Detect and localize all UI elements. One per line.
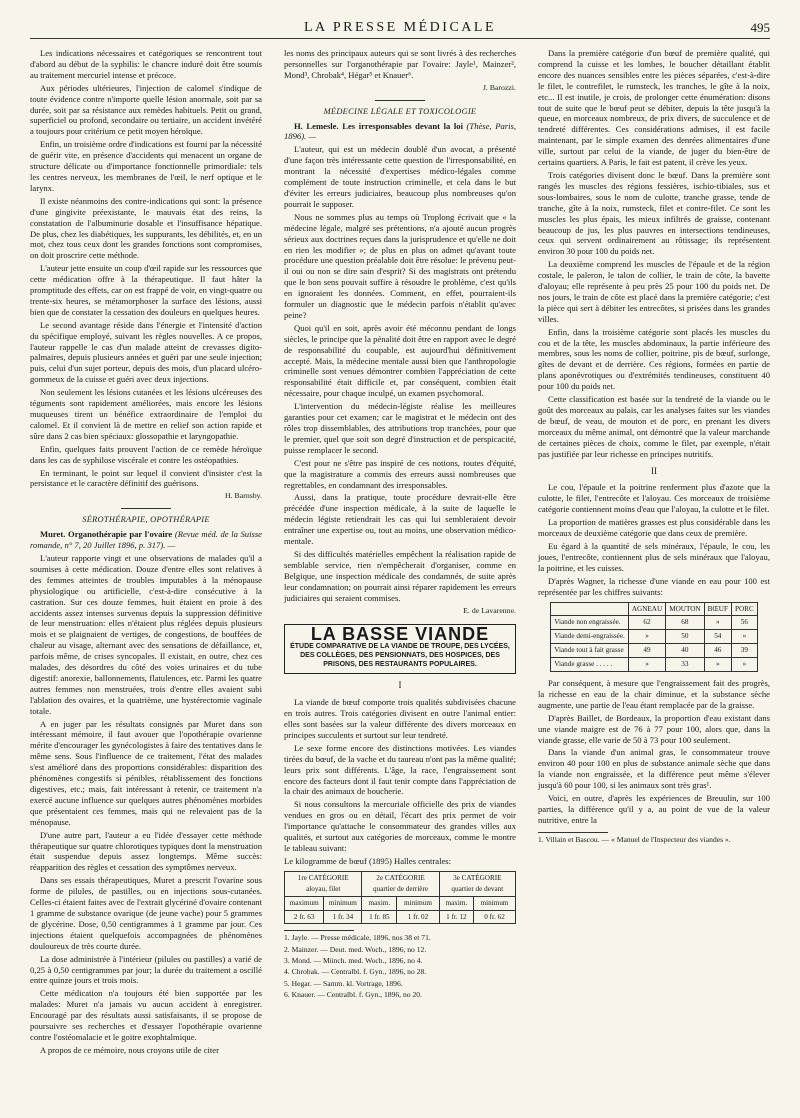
table-cell: 40 [666, 644, 704, 658]
table-cell: » [628, 630, 665, 644]
paragraph: Enfin, un troisième ordre d'indications est fourni par la nécessité de guérir vite, en présence d'accidents qui menacent un organe de structure délicate ou d'importance fonctionnelle primordiale: tels les centres nerveux, les membranes de l'œil, le nerf optique et le larynx. [30, 139, 262, 193]
table-cell: 1 fr. 02 [397, 910, 439, 924]
article-reference: (Revue méd. de la Suisse romande, n° 7, 20 Juillet 1896, p. 317). — [30, 529, 262, 551]
table-subheader: minimum [397, 896, 439, 910]
paragraph: Quoi qu'il en soit, après avoir été méconnu pendant de longs siècles, le principe que la pénalité doit être en rapport avec le degré de responsabilité du coupable, est aujourd'hui définitivement accepté. Mais, la médecine mentale aussi bien que l'anthropologie criminelle sont venues démontrer combien l'appréciation de cette responsabilité était difficile et, par conséquent, combien était nécessaire, pour chaque inculpé, un examen psychomoral. [284, 322, 516, 399]
article-intro [284, 121, 516, 143]
footnote: 1. Jayle. — Presse médicale, 1896, nos 38 et 71. [284, 933, 431, 943]
table-cell: 33 [666, 658, 704, 672]
row-label: Viande tout à fait grasse [551, 644, 629, 658]
table-cell: » [731, 658, 757, 672]
paragraph: Aussi, dans la pratique, toute procédure devrait-elle être précédée d'une inspection médicale, à la suite de laquelle le médecin légiste retiendrait les cas qui lui sembleraient devoir entraîner une expertise ou, tout au moins, une observation médico-mentale. [284, 492, 516, 547]
table-subheader: maximum [285, 896, 324, 910]
footnote: 2. Mainzer. — Deut. med. Woch., 1896, no 12. [284, 944, 427, 954]
table-cell: 1 fr. 12 [439, 910, 473, 924]
paragraph: Cette classification est basée sur la tendreté de la viande ou le goût des morceaux au palais, car les analyses faites sur les viandes de bœuf, de veau, de mouton et de porc, en prenant les divers morceaux du même animal, ont démontré que la valeur marchande de certaines pièces de choix, comme le filet, par exemple, n'était pas justifiée par leur richesse en principes nutritifs. [538, 394, 770, 459]
paragraph: L'auteur, qui est un médecin doublé d'un avocat, a présenté d'une façon très intéressante cette question de l'irresponsabilité, en montrant la nécessité d'expertises médico-légales comme complément de toute instruction criminelle, et cela dans le but d'éviter les erreurs judiciaires, beaucoup plus nombreuses qu'on pourrait le supposer. [284, 144, 516, 209]
paragraph: D'après Baillet, de Bordeaux, la proportion d'eau existant dans une viande maigre est de 76 à 77 pour 100, alors que, dans la viande grasse, elle varie de 50 à 73 pour 100 seulement. [538, 712, 770, 745]
table-cell: 50 [666, 630, 704, 644]
paragraph: D'une autre part, l'auteur a eu l'idée d'essayer cette méthode thérapeutique sur quatre chlorotiques typiques dont la menstruation était suspendue depuis assez longtemps. Même succès: réapparition des règles et cessation des symptômes nerveux. [30, 829, 262, 873]
paragraph: Voici, en outre, d'après les expériences de Breuulin, sur 100 parties, la différence qu'il y a, au point de vue de la valeur nutritive, entre la [538, 793, 770, 825]
column-left [30, 48, 262, 1058]
table-subheader: maxim. [362, 896, 397, 910]
table-cell: 46 [704, 644, 731, 658]
paragraph: Eu égard à la quantité de sels minéraux, l'épaule, le cou, les joues, l'entrecôte, contiennent plus de sels minéraux que l'aloyau, la poitrine, et les cuisses. [538, 540, 770, 573]
paragraph: Si nous consultons la mercuriale officielle des prix de viandes vendues en gros ou en détail, l'écart des prix permet de voir l'importance qu'attache le consommateur des grandes villes aux qualités, et surtout aux catégories de morceaux, comme le montre le tableau suivant: [284, 799, 516, 853]
table-row [551, 630, 758, 644]
table-cell: 1 fr. 34 [324, 910, 362, 924]
journal-title: LA PRESSE MÉDICALE [303, 20, 496, 35]
article-title-box [284, 624, 516, 674]
article-title: LA BASSE VIANDE [310, 624, 490, 645]
row-label: Viande non engraissée. [551, 616, 629, 630]
footnote: 5. Hegar. — Samm. kl. Vortrage, 1896. [284, 978, 403, 988]
paragraph: C'est pour ne s'être pas inspiré de ces notions, toutes d'équité, que la magistrature a commis des erreurs aussi nombreuses que regrettables, en condamnant des irresponsables. [284, 457, 516, 490]
section-number: I [398, 680, 402, 691]
table-subheader: maxim. [439, 896, 473, 910]
table-cell: 49 [628, 644, 665, 658]
table-header: BŒUF [704, 602, 731, 616]
table-cell: 2 fr. 63 [285, 910, 324, 924]
table-cell: 68 [666, 616, 704, 630]
paragraph: D'après Wagner, la richesse d'une viande en eau pour 100 est représentée par les chiffres suivants: [538, 575, 770, 597]
footnote: 1. Villain et Bascou. — « Manuel de l'Inspecteur des viandes ». [538, 834, 731, 844]
table-cell: 54 [704, 630, 731, 644]
table-cell: » [704, 616, 731, 630]
paragraph: Par conséquent, à mesure que l'engraissement fait des progrès, la richesse en eau de la chair diminue, et la substance sèche augmente, une partie de l'eau étant remplacée par de la graisse. [538, 678, 770, 710]
paragraph: Dans ses essais thérapeutiques, Muret a prescrit l'ovarine sous forme de pilules, de pastilles, ou en injections sous-cutanées. Celles-ci étaient faites avec de l'extrait glycériné d'ovaire contenant 1 gramme de substance ovarique (de jeune vache) pour 5 grammes de glycérine. Dose, 0,50 centigrammes à 1 gramme par jour. Ces injections étaient quelquefois accompagnées de phénomènes douloureux de très courte durée. [30, 875, 262, 951]
table-row [551, 658, 758, 672]
paragraph: Nous ne sommes plus au temps où Troplong écrivait que « la médecine légale, malgré ses prétentions, n'a ajouté aucun progrès sérieux aux doctrines reçues dans la jurisprudence et qu'elle ne doit en rien les modifier »; de plus en plus on admet qu'avant toute procédure une question préalable doit être résolue: le prévenu peut-il oui ou non se dire sain d'esprit? Si des magistrats ont prétendu que le bon sens pouvait suffire à résoudre le problème, c'est qu'ils en ignoraient les données. Comment, en effet, pourraient-ils formuler un diagnostic que le médecin parfois n'établit qu'avec peine? [284, 211, 516, 320]
water-content-table [550, 602, 758, 673]
table-cell: » [731, 630, 757, 644]
row-label: Viande demi-engraissée. [551, 630, 629, 644]
paragraph: En terminant, le point sur lequel il convient d'insister c'est la persistance et le caractère définitif des guérisons. [30, 467, 262, 489]
column-middle [284, 48, 516, 1001]
column-right [538, 48, 770, 846]
row-label: Viande grasse . . . . . [551, 658, 629, 672]
price-table [284, 871, 516, 925]
paragraph: Trois catégories divisent donc le bœuf. Dans la première sont rangés les muscles des régions fessières, ischio-tibiales, sus et sous-lombaires, sous le nom de culotte, tranche grasse, tende de tranche, gîte à la noix, rumsteck, filet et contre-filet. Ce sont les muscles les plus épais, les mieux infiltrés de graisse, contenant beaucoup de jus, les plus pauvres en intersections tendineuses, ceux qui servent ordinairement au rôtissage; ils représentent environ 30 pour 100 du poids net. [538, 169, 770, 257]
table-cell: 0 fr. 62 [474, 910, 516, 924]
paragraph: Le sexe forme encore des distinctions motivées. Les viandes tirées du bœuf, de la vache et du taureau n'ont pas la même qualité; leurs prix sont différents. L'âge, la race, l'engraissement sont encore des facteurs dont il faut tenir compte dans l'appréciation de la chair des animaux de boucherie. [284, 742, 516, 797]
table-header: AGNEAU [628, 602, 665, 616]
footnote-rule [538, 832, 608, 833]
paragraph: La dose administrée à l'intérieur (pilules ou pastilles) a varié de 0,25 à 0,50 centigrammes par jour; la durée du traitement a oscillé entre quinze jours et trois mois. [30, 953, 262, 986]
table-header: 2e CATÉGORIE quartier de derrière [362, 871, 439, 896]
footnote: 6. Knauer. — Centralbl. f. Gyn., 1896, no 20. [284, 989, 422, 999]
table-row [551, 616, 758, 630]
paragraph: les noms des principaux auteurs qui se sont livrés à des recherches personnelles sur l'organothérapie par l'ovaire: Jayle¹, Mainzer², Mond³, Chrobak⁴, Hégar⁵ et Knauer⁶. [284, 48, 516, 80]
article-reference: (Thèse, Paris, 1896). — [284, 120, 516, 142]
paragraph: Aux périodes ultérieures, l'injection de calomel s'indique de toute évidence contre n'importe quelle lésion anormale, soit par sa durée, soit par sa résistance aux remèdes habituels. Petit ou grand, superficiel ou profond, secondaire ou tertiaire, un accident invétéré a toujours pour critérium ce petit moyen héroïque. [30, 82, 262, 137]
section-heading: SÉROTHÉRAPIE, OPOTHÉRAPIE [82, 515, 210, 525]
paragraph: Non seulement les lésions cutanées et les lésions ulcéreuses des téguments sont rapidement améliorées, mais encore les lésions muqueuses tirent un bénéfice extraordinaire de l'emploi du calomel. Et il convient là de mettre en relief son action rapide et sûre dans 2 cas bien spéciaux: glossopathie et laryngopathie. [30, 387, 262, 441]
paragraph: Cette médication n'a toujours été bien supportée par les malades: Muret n'a jamais vu aucun accident à enregistrer. Encouragé par des résultats aussi satisfaisants, il se propose de poursuivre ses recherches et d'essayer l'opothérapie ovarienne contre l'ostéomalacie et le goitre exophtalmique. [30, 988, 262, 1042]
paragraph: Le cou, l'épaule et la poitrine renferment plus d'azote que la culotte, le filet, l'entrecôte et l'aloyau. Ces morceaux de troisième catégorie contiennent moins d'eau que l'aloyau, la culotte et le filet. [538, 482, 770, 515]
author-signature: H. Barnsby. [225, 491, 262, 501]
footnote: 4. Chrobak. — Centralbl. f. Gyn., 1896, no 28. [284, 967, 427, 977]
table-cell: 62 [628, 616, 665, 630]
table-header: MOUTON [666, 602, 704, 616]
paragraph: La deuxième comprend les muscles de l'épaule et de la région costale, le paleron, le talon de collier, le train de côte, la bavette d'aloyau; elle représente à peu près 25 pour 100 du poids net. De nos jours, le train de côte est placé dans la première catégorie; c'est la pièce qui sert à débiter les entrecôtes, si prisées dans les grandes villes. [538, 259, 770, 324]
page-header [30, 20, 770, 39]
table-header: 3e CATÉGORIE quartier de devant [439, 871, 515, 896]
table-cell: 56 [731, 616, 757, 630]
paragraph: A propos de ce mémoire, nous croyons utile de citer [40, 1044, 219, 1055]
table-header: 1re CATÉGORIE aloyau, filet [285, 871, 362, 896]
paragraph: L'auteur rapporte vingt et une observations de malades qu'il a soumises à cette médication. Douze d'entre elles sont relatives à des femmes atteintes de troubles imputables à la ménopause physiologique ou artificielle, c'est-à-dire consécutive à la castration. Sur ces douze femmes, huit étaient en proie à des accidents assez intenses survenus depuis la suppression définitive de leur menstruation: elles n'étaient plus réglées depuis plusieurs mois et se plaignaient de vertiges, de congestions, de bouffées de chaleur au visage, alternant avec des sensations de défaillance, et, parfois même, de crises syncopales. Il existait, en outre, chez ces malades, des désordres du côté des voies urinaires et du tube digestif: anorexie, ballonnements, flatulences, etc. Parmi les quatre autres femmes non menstruées, trois d'entre elles avaient subi l'ablation des ovaires, et la quatrième, une hystérectomie vaginale totale. [30, 552, 262, 716]
article-intro [30, 529, 262, 551]
article-heading: H. Lemesle. Les irresponsables devant la loi [294, 120, 463, 131]
paragraph: Enfin, dans la troisième catégorie sont placés les muscles du cou et de la tête, les muscles abdominaux, la partie inférieure des membres, sous les noms de collier, poitrine, pis de bœuf, surlonge, gîtes de devant et de derrière. Ces régions, formées en partie de plans aponévrotiques ou d'extrémités tendineuses, constituent 40 pour 100 du poids net. [538, 326, 770, 392]
paragraph: Enfin, quelques faits prouvent l'action de ce remède héroïque dans les cas de syphilose viscérale et contre les ostéopathies. [30, 443, 262, 465]
paragraph: A en juger par les résultats consignés par Muret dans son intéressant mémoire, il faut avouer que l'opothérapie ovarienne mérite d'encourager les gynécologistes à faire des tentatives dans le même sens. Sous l'influence de ce traitement, l'état des malades s'est amélioré dans des proportions considérables: disparition des phénomènes congestifs si pénibles, rétablissement des fonctions digestives, etc.; mais, fait intéressant à retenir, ce traitement n'a exercé aucune influence sur quelques autres phénomènes morbides que présentaient ces femmes, mais qui ne relevaient pas de la ménopause. [30, 718, 262, 827]
section-heading: MÉDECINE LÉGALE ET TOXICOLOGIE [323, 106, 477, 116]
paragraph: Il existe néanmoins des contre-indications qui sont: la présence d'une gingivite préexistante, le mauvais état des reins, la constatation de l'albuminurie dosable et l'insuffisance hépatique. De plus, chez les diabétiques, les suppurants, les débilités, et, en un mot, chez tous ceux dont les grandes fonctions sont compromises, on doit proscrire cette méthode. [30, 195, 262, 261]
divider [121, 508, 171, 509]
paragraph: La viande de bœuf comporte trois qualités subdivisées chacune en trois autres. Trois catégories divisent en outre l'animal entier: elles sont basées sur la valeur différente des divers morceaux en principes succulents et surtout sur leur tendreté. [284, 697, 516, 740]
paragraph: Les indications nécessaires et catégoriques se rencontrent tout d'abord au début de la syphilis: le chancre induré doit être soumis au traitement mercuriel intense et précoce. [30, 48, 262, 80]
author-signature: J. Barozzi. [482, 82, 516, 92]
paragraph: Si des difficultés matérielles empêchent la réalisation rapide de semblable service, rien n'empêcherait d'organiser, comme en Belgique, une inspection médicale des condamnés, de suite après leur condamnation; on pourrait ainsi réparer rapidement les erreurs judiciaires qui seraient commises. [284, 548, 516, 603]
paragraph: Dans la première catégorie d'un bœuf de première qualité, qui comprend la cuisse et les lombes, le boucher détaillant établit encore des nuances sensibles entre les pièces séparées, c'est-à-dire le filet, le contrefilet, le rumsteck, les tranches, le gîte à la noix, etc... Il est inutile, je crois, de prolonger cette énumération: disons tout de suite que le bœuf peut se débiter, depuis la tête jusqu'à la queue, en morceaux nombreux, de prix divers, de succulence et de tendreté différentes. Ces considérations admises, il est facile maintenant, par le simple examen des denrées alimentaires d'une ville, surtout par celui de la viande, de juger du bien-être de certains quartiers. A Paris, le fait est patent, il crève les yeux. [538, 48, 770, 168]
divider [375, 100, 425, 101]
table-row [551, 644, 758, 658]
table-cell: 1 fr. 85 [362, 910, 397, 924]
table-cell: » [628, 658, 665, 672]
footnote: 3. Mond. — Münch. med. Woch., 1896, no 4. [284, 956, 423, 966]
article-subtitle: ÉTUDE COMPARATIVE DE LA VIANDE DE TROUPE, DES LYCÉES, DES COLLÈGES, DES PENSIONNATS, DES HOSPICES, DES PRISONS, DES RESTAURANTS POPULAIRES. [290, 643, 510, 669]
page-number: 495 [750, 20, 770, 35]
paragraph: L'auteur jette ensuite un coup d'œil rapide sur les ressources que cette médication offre à la thérapeutique. Il faut hâter la promptitude des effets, car on est frappé de voir, en vingt-quatre ou trente-six heures, se métamorphoser la surface des lésions, aussi bien que de constater la cessation des douleurs en quelques heures. [30, 263, 262, 317]
paragraph: Dans la viande d'un animal gras, le consommateur trouve environ 40 pour 100 en plus de substance animale sèche que dans la viande non engraissée, et la différence peut même s'élever jusqu'à 60 pour 100, si les animaux sont très gras¹. [538, 747, 770, 791]
table-subheader: minimum [324, 896, 362, 910]
paragraph: La proportion de matières grasses est plus considérable dans les morceaux de deuxième catégorie que dans ceux de première. [538, 517, 770, 539]
table-subheader: minimum [474, 896, 516, 910]
footnote-rule [284, 930, 354, 931]
author-signature: E. de Lavarenne. [463, 605, 516, 615]
table-caption: Le kilogramme de bœuf (1895) Halles centrales: [284, 855, 452, 866]
paragraph: L'intervention du médecin-légiste réalise les meilleures garanties pour cet examen; car le magistrat et le médecin ont des rôles trop dissemblables, des attributions trop tranchées, pour que le premier, quel que soit son degré d'instruction et de perspicacité, puisse remplacer le second. [284, 401, 516, 455]
section-number: II [651, 465, 657, 476]
table-header: PORC [731, 602, 757, 616]
table-cell: 39 [731, 644, 757, 658]
table-corner [551, 602, 629, 616]
article-heading: Muret. Organothérapie par l'ovaire [40, 529, 173, 540]
paragraph: Le second avantage réside dans l'énergie et l'intensité d'action du spécifique employé, suivant les règles nouvelles. A ce propos, l'auteur rappelle le cas d'un malade atteint de crevasses digito-palmaires, depuis plusieurs années et guéri par une seule injection; puis, celui d'un sujet porteur, depuis des mois, d'un placard ulcéro-gommeux de la cuisse et guéri avec deux injections. [30, 319, 262, 385]
table-cell: » [704, 658, 731, 672]
